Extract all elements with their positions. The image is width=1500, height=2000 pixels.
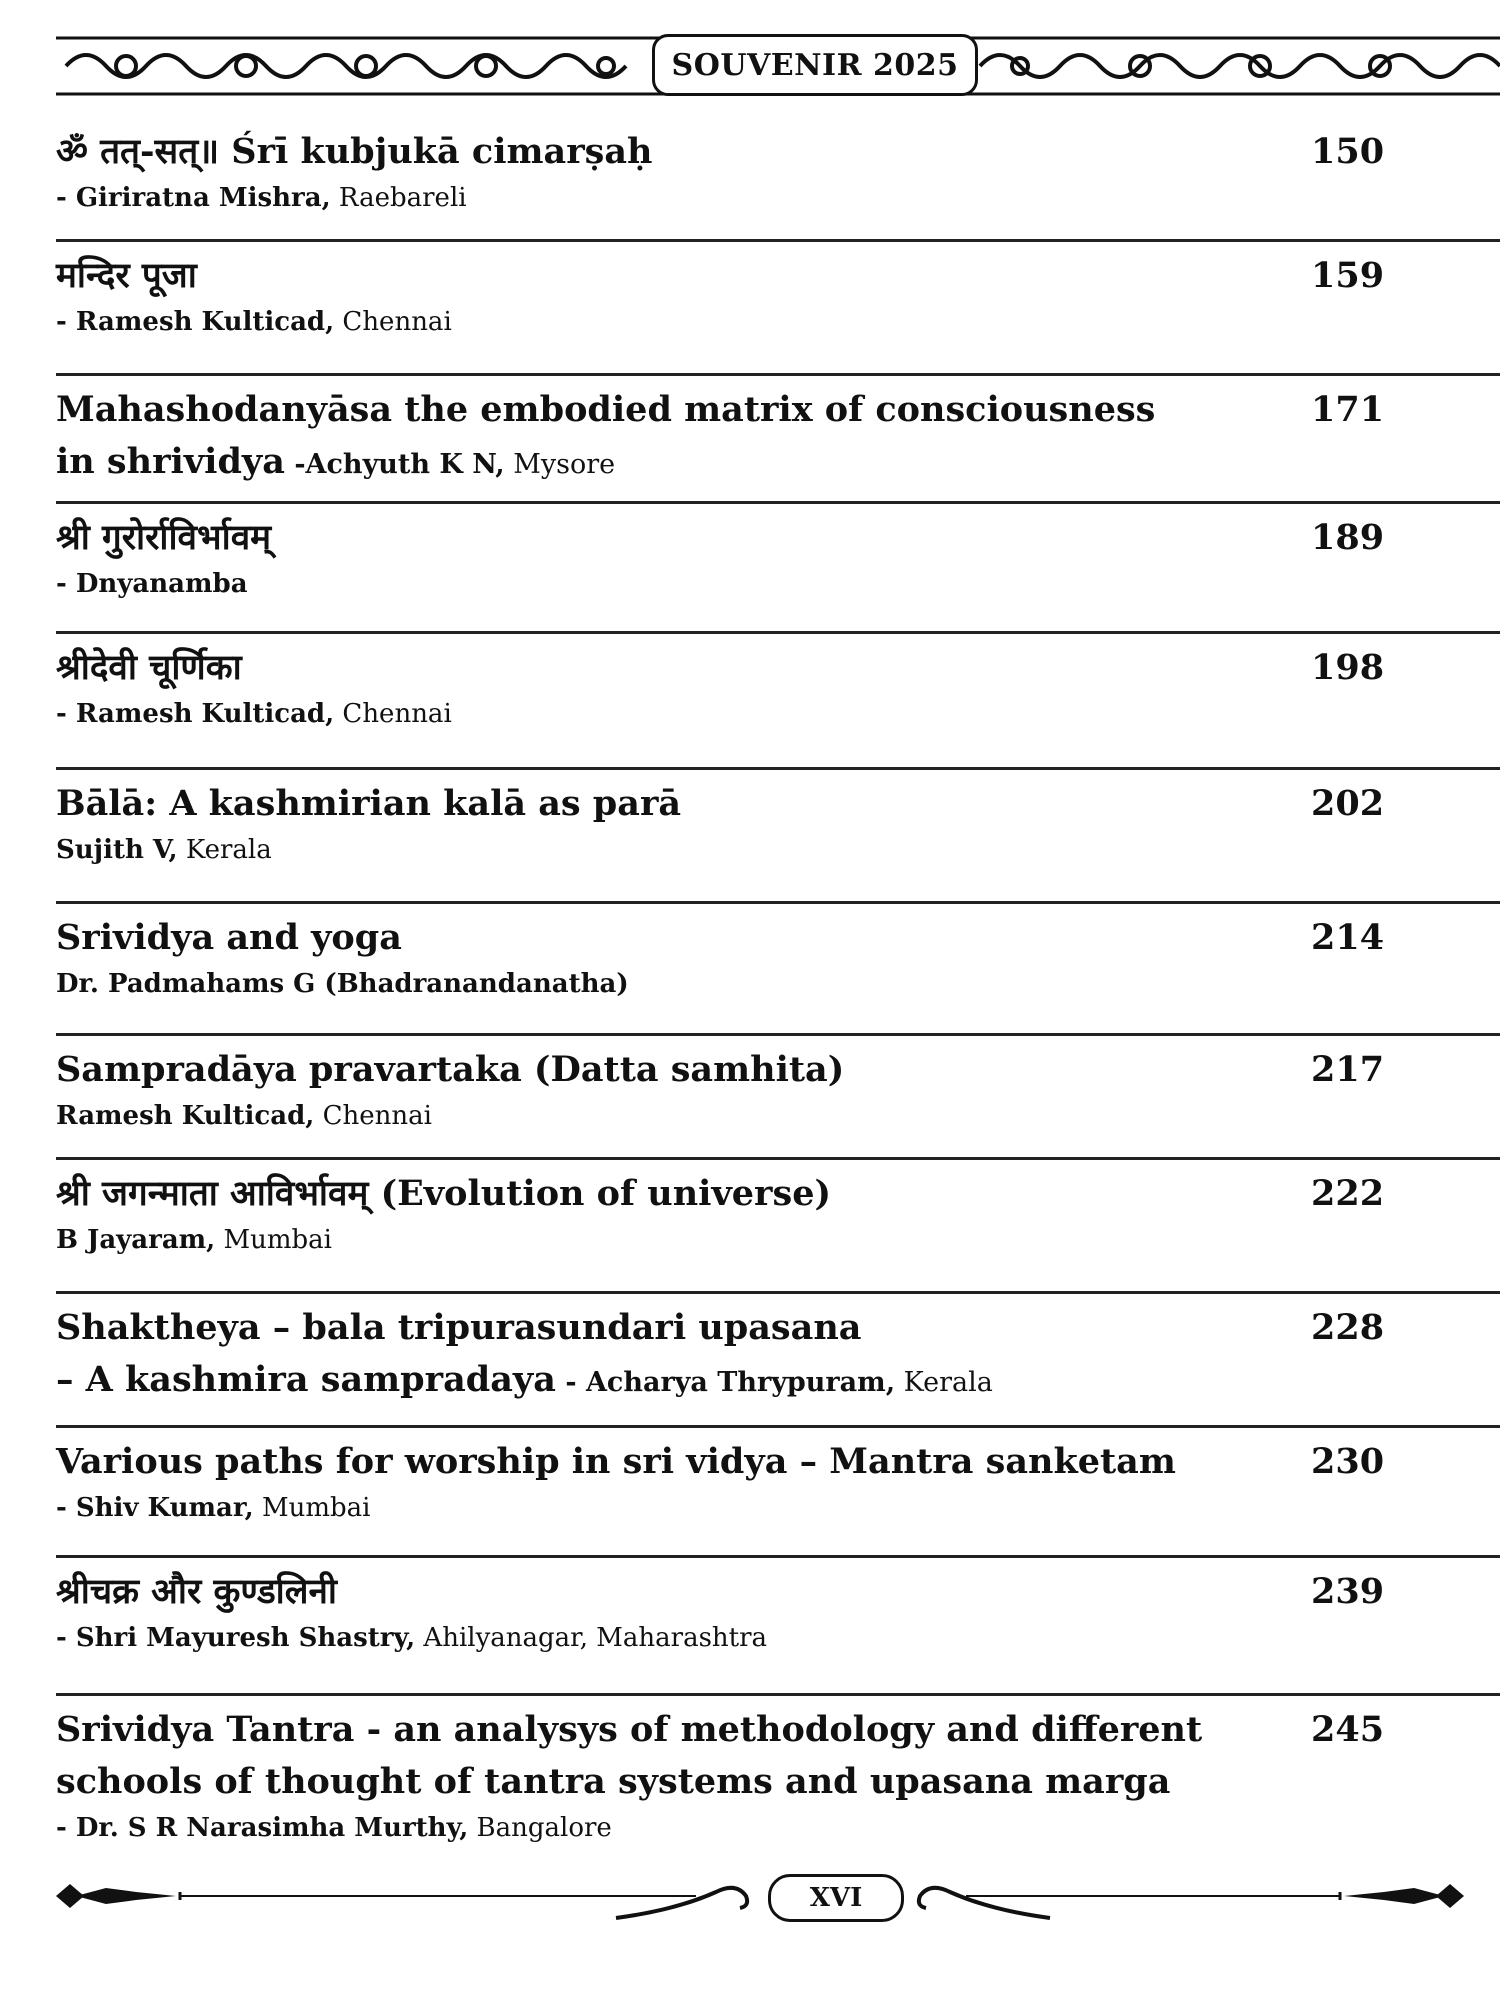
toc-entry[interactable] [56, 904, 1500, 1036]
entry-author: - Ramesh Kulticad, Chennai [56, 307, 452, 337]
page-number: 171 [1311, 389, 1385, 430]
toc-entry[interactable] [56, 1428, 1500, 1558]
souvenir-badge: SOUVENIR 2025 [652, 34, 978, 96]
entry-title: श्री जगन्माता आविर्भावम् (Evolution of universe) [56, 1173, 832, 1214]
entry-title: श्री गुरोर्राविर्भावम् [56, 517, 272, 558]
toc-entry[interactable] [56, 504, 1500, 634]
author-name: Shiv Kumar, [75, 1493, 254, 1523]
page-number: 198 [1311, 647, 1385, 688]
entry-title: Srividya Tantra - an analysys of methodology and different [56, 1709, 1203, 1750]
entry-title: श्रीदेवी चूर्णिका [56, 647, 242, 688]
page-number: 159 [1311, 255, 1385, 296]
entry-author: - Ramesh Kulticad, Chennai [56, 699, 452, 729]
author-name: Shri Mayuresh Shastry, [75, 1623, 416, 1653]
page-number: 189 [1311, 517, 1385, 558]
entry-author [56, 964, 1500, 1004]
entry-title: Sampradāya pravartaka (Datta samhita) [56, 1049, 845, 1090]
entry-title: Bālā: A kashmirian kalā as parā [56, 783, 682, 824]
author-place: Ahilyanagar, Maharashtra [415, 1623, 768, 1653]
entry-author [56, 830, 1500, 870]
entry-author: - Dr. S R Narasimha Murthy, Bangalore [56, 1813, 612, 1843]
toc-entry[interactable] [56, 1696, 1500, 1856]
author-name: Giriratna Mishra, [75, 183, 331, 213]
author-place: Mumbai [215, 1225, 332, 1255]
page-number: 222 [1311, 1173, 1385, 1214]
table-of-contents [56, 118, 1500, 1856]
author-name: Sujith V, [56, 835, 178, 865]
author-place: Kerala [177, 835, 272, 865]
entry-author [56, 1096, 1500, 1136]
author-place: Chennai [334, 307, 452, 337]
author-name: Acharya Thrypuram, [585, 1367, 896, 1398]
page-number: 239 [1311, 1571, 1385, 1612]
entry-title: ॐ तत्-सत्॥ Śrī kubjukā cimarṣaḥ [56, 131, 653, 172]
toc-entry[interactable] [56, 1036, 1500, 1160]
entry-title: Srividya and yoga [56, 917, 402, 958]
author-name: Dnyanamba [75, 569, 248, 599]
toc-entry[interactable] [56, 1160, 1500, 1294]
entry-title: Various paths for worship in sri vidya – Mantra sanketam [56, 1441, 1176, 1482]
entry-title-continued: schools of thought of tantra systems and upasana marga [56, 1761, 1171, 1802]
page-footer [56, 1862, 1500, 1932]
entry-author: - Dnyanamba [56, 569, 248, 599]
author-name: Ramesh Kulticad, [56, 1101, 315, 1131]
author-name: Ramesh Kulticad, [75, 307, 335, 337]
toc-entry[interactable] [56, 770, 1500, 904]
entry-author: - Shiv Kumar, Mumbai [56, 1493, 371, 1523]
author-name: Dr. Padmahams G (Bhadranandanatha) [56, 969, 629, 999]
entry-title: मन्दिर पूजा [56, 255, 197, 296]
toc-entry[interactable] [56, 118, 1500, 242]
entry-title-continued: in shrividya -Achyuth K N, Mysore [56, 441, 616, 482]
toc-entry[interactable] [56, 634, 1500, 770]
page-number: 217 [1311, 1049, 1385, 1090]
entry-author [56, 1220, 1500, 1260]
author-name: B Jayaram, [56, 1225, 216, 1255]
page-number: 202 [1311, 783, 1385, 824]
entry-title: Mahashodanyāsa the embodied matrix of consciousness [56, 389, 1156, 430]
toc-entry[interactable] [56, 1558, 1500, 1696]
author-place: Bangalore [468, 1813, 612, 1843]
author-name: Achyuth K N, [305, 449, 505, 480]
author-place: Kerala [895, 1367, 993, 1398]
toc-entry[interactable] [56, 1294, 1500, 1428]
author-name: Ramesh Kulticad, [75, 699, 335, 729]
page-number: 214 [1311, 917, 1385, 958]
entry-title: Shaktheya – bala tripurasundari upasana [56, 1307, 862, 1348]
author-place: Chennai [334, 699, 452, 729]
author-name: Dr. S R Narasimha Murthy, [75, 1813, 469, 1843]
entry-author: - Shri Mayuresh Shastry, Ahilyanagar, Maharashtra [56, 1623, 768, 1653]
entry-title: श्रीचक्र और कुण्डलिनी [56, 1571, 337, 1612]
entry-title-continued: – A kashmira sampradaya - Acharya Thrypuram, Kerala [56, 1359, 993, 1400]
toc-entry[interactable] [56, 376, 1500, 504]
page-number: 228 [1311, 1307, 1385, 1348]
page-number-badge: XVI [768, 1874, 904, 1922]
page-number: 150 [1311, 131, 1385, 172]
toc-entry[interactable] [56, 242, 1500, 376]
page-number: 245 [1311, 1709, 1385, 1750]
page-number: 230 [1311, 1441, 1385, 1482]
author-place: Raebareli [330, 183, 467, 213]
author-place: Mysore [504, 449, 616, 480]
author-place: Chennai [314, 1101, 432, 1131]
author-place: Mumbai [253, 1493, 371, 1523]
page-header [56, 30, 1500, 110]
entry-author: - Giriratna Mishra, Raebareli [56, 183, 467, 213]
